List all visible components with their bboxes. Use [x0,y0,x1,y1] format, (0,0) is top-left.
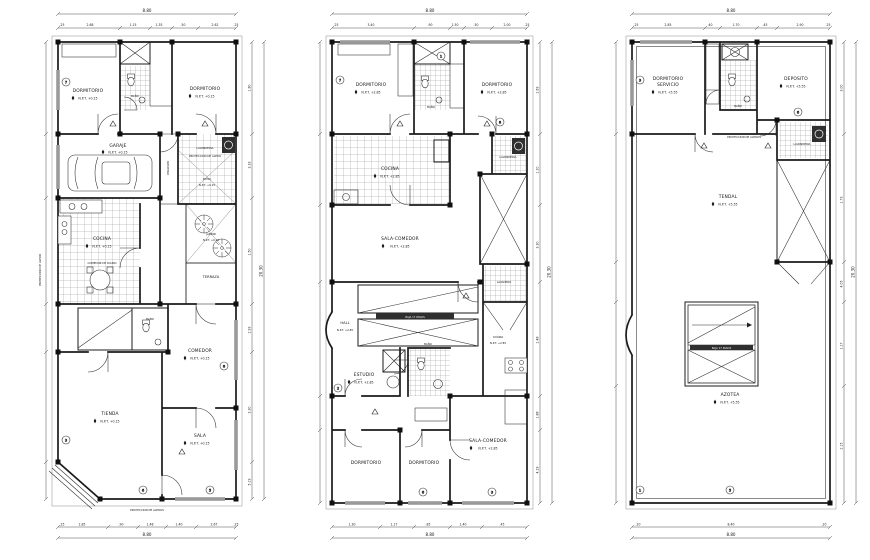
room-label-dormitorio-a: DORMITORIO [72,89,104,94]
toilet-icon [418,358,425,370]
dim-bottom-total: 8.80 [425,532,435,538]
dim-seg: 2.90 [796,23,804,28]
room-label-jardin: JARDIN [206,232,216,236]
room-label-sala-comedor2: SALA-COMEDOR [469,439,507,444]
window-band [630,60,634,106]
void-funnel [777,262,830,284]
grid-bubble: 1 [638,488,642,493]
dim-top-total: 8.80 [726,8,736,14]
dim-seg: 1.50 [451,23,459,28]
window-band [234,420,238,470]
room-label-terraza: TERRAZA [202,275,220,279]
dim-seg: .25 [233,23,239,28]
stair-note: BAJA 17 PASOS [405,315,425,319]
dim-seg: .25 [524,23,530,28]
stair-note: BAJA 17 PASOS [711,347,732,350]
door-tag-icon [765,143,771,148]
grid-bubble: 5 [728,488,732,493]
garage-door-band [56,145,60,189]
room-level: N.P.T. +2.85 [336,328,354,332]
room-level: N.P.T. +2.85 [487,90,507,95]
dim-seg: .20 [635,522,641,527]
grid-bubble: 3 [490,490,494,495]
counter [505,390,527,424]
door-tag-icon [397,121,403,126]
dim-seg: 1.50 [247,248,252,256]
room-label-garaje: GARAJE [109,144,127,149]
dim-seg: 1.70 [732,23,740,28]
dim-seg: 2.00 [503,23,511,28]
room-level: N.P.T. +0.15 [92,244,112,249]
dim-seg: 1.80 [247,84,252,92]
dim-seg: 1.17 [390,522,398,527]
room-level: N.P.T. +2.85 [354,380,374,385]
hatch-areas [334,42,527,421]
toilet-icon [422,76,429,88]
wall-cut [330,312,335,348]
dim-seg: 2.68 [86,23,94,28]
dim-seg: 3.00 [839,84,844,92]
room-label-patio: PATIO [203,177,211,181]
grid-bubble: 5 [208,488,212,493]
dim-seg: 1.40 [459,522,467,527]
room-label-servicio: SERVICIO [657,83,679,88]
floor-plan-second [318,8,554,540]
grid-bubble: 7 [338,78,342,83]
room-label-bano2: BAÑO [424,342,432,346]
door-tag-icon [179,449,185,454]
dim-seg: 3.30 [535,241,540,249]
dim-seg: 2.85 [664,23,672,28]
dim-seg: .25 [825,23,831,28]
window-band [340,40,390,44]
washer-icon [812,126,826,142]
stove-icon [505,358,527,373]
washer-icon [512,138,525,154]
room-label-bano: BAÑO [427,105,435,109]
room-label-lavanderia: LAVANDERIA [499,155,517,159]
room-label-cocina: COCINA [380,167,400,172]
room-level: N.P.T. +2.85 [478,446,498,451]
dim-seg: .25 [59,522,65,527]
toilet-icon [143,320,150,332]
grid-bubble: 6 [421,490,425,495]
dim-seg: 8.40 [727,522,735,527]
eaves-note: PROYECCION DE ALEROS [130,508,164,512]
dim-seg: .45 [499,522,505,527]
window-band [462,501,514,505]
room-label-pasadizo: PASADIZO [166,161,170,175]
door-tag-icon [701,143,707,148]
dim-seg: 1.73 [839,196,844,204]
grid-bubble: 2 [336,386,340,391]
room-label-comedor-diario: COMEDOR DE DIARIO [87,261,117,265]
dim-seg: 2.48 [535,336,540,344]
eave-note: PROYECCION DE ALERO [189,154,221,158]
dim-seg: 1.30 [348,522,356,527]
room-label-cocina2: COCINA [492,335,504,339]
room-label-bano2: BAÑO [146,317,154,321]
washer-icon [222,137,235,153]
side-note: PROYECCION DE ALERO [38,254,42,286]
grid-bubble: 6 [141,488,145,493]
dim-seg: 2.62 [211,23,219,28]
room-label-comedor: COMEDOR [187,349,213,354]
window-band [470,40,520,44]
dim-seg: 1.15 [129,23,137,28]
dim-seg: 1.88 [535,411,540,419]
room-level: N.P.T. +0.15 [202,238,220,242]
floor-plan-roof [614,8,858,540]
room-level: N.P.T. +5.55 [786,84,806,89]
room-level: N.P.T. +2.85 [361,90,381,95]
grid-bubbles [334,52,507,496]
dim-seg: 2.63 [535,86,540,94]
grid-bubble: 7 [64,80,68,85]
dim-seg: 1.17 [839,342,844,350]
room-label-cocina: COCINA [92,237,112,242]
door-tag-icon [202,121,208,126]
dim-bottom-total: 8.80 [726,532,736,538]
dim-bottom-total: 8.80 [142,532,152,538]
door-tag-icon [372,409,378,414]
room-level: N.P.T. +0.15 [198,183,216,187]
dim-seg: .90 [427,23,433,28]
window-band [345,501,385,505]
room-label-deposito: DEPOSITO [784,77,808,82]
room-label-dormitorio-c: DORMITORIO [350,461,382,466]
dim-seg: 1.85 [78,522,86,527]
room-level: N.P.T. +0.15 [190,356,210,361]
room-level: N.P.T. +5.55 [658,90,678,95]
toilet-icon [729,74,736,86]
room-label-lavadero: LAVADERO [496,280,512,284]
dim-seg: 2.67 [210,522,218,527]
door-tag-icon [110,121,116,126]
room-label-bano: BAÑO [734,104,742,108]
dim-right-total: 20.30 [850,266,856,278]
room-label-dormitorio-a: DORMITORIO [355,83,387,88]
dim-seg: 5.19 [247,478,252,486]
grid-bubble: 3 [64,438,68,443]
wall-cut [630,315,635,355]
dim-seg: 3.30 [247,406,252,414]
dim-seg: 4.05 [839,280,844,288]
room-label-estudio: ESTUDIO [353,373,375,378]
room-label-sala-comedor: SALA-COMEDOR [381,237,419,242]
dim-seg: 4.29 [535,466,540,474]
grid-bubble: 8 [222,364,226,369]
room-label-sala: SALA [193,434,207,439]
room-level: N.P.T. +0.15 [190,441,210,446]
grid-bubble: 8 [498,120,502,125]
toilet-icon [128,74,135,86]
dim-seg: .25 [633,23,639,28]
dim-seg: 1.20 [535,166,540,174]
room-label-lavanderia: LAVANDERIA [196,146,214,150]
dim-right-total: 20.30 [546,266,552,278]
tree-icon [195,215,213,233]
dim-top-total: 8.80 [425,8,435,14]
room-level: N.P.T. +0.15 [108,150,128,155]
room-label-tienda: TIENDA [101,412,119,417]
window-band [234,320,238,380]
thin-walls [483,302,527,330]
room-level: N.P.T. +0.15 [100,419,120,424]
sink-icon [155,339,161,345]
dim-seg: .25 [233,522,239,527]
dim-seg: 2.15 [839,442,844,450]
dim-right-total: 20.30 [258,265,264,277]
grid-bubble: 1 [439,54,443,59]
dim-seg: .40 [707,23,713,28]
dim-seg: 1.40 [175,522,183,527]
dim-seg: 2.93 [247,326,252,334]
dim-top-total: 8.80 [142,8,152,14]
room-label-azotea: AZOTEA [720,393,740,398]
room-level: N.P.T. +2.85 [390,244,410,249]
dim-seg: .90 [118,522,124,527]
room-level: N.P.T. +5.55 [720,400,740,405]
room-label-dormitorio-b: DORMITORIO [481,83,513,88]
dim-seg: .25 [333,23,339,28]
car-icon [68,155,152,191]
grid-bubble: 3 [638,78,642,83]
room-level: N.P.T. +2.85 [380,174,400,179]
room-label-dormitorio-servicio: DORMITORIO [652,77,684,82]
dim-seg: 1.35 [155,23,163,28]
window-band [640,40,692,44]
grid-bubble: 6 [796,110,800,115]
room-label-dormitorio-d: DORMITORIO [408,461,440,466]
room-level: N.P.T. +2.85 [489,341,507,345]
window-band [175,497,225,501]
dim-seg: 3.40 [367,23,375,28]
dim-seg: .85 [425,522,431,527]
dim-seg: .50 [473,23,479,28]
dim-seg: 1.48 [146,522,154,527]
room-label-dormitorio-b: DORMITORIO [189,87,221,92]
room-label-hall: HALL [340,321,350,325]
window-band [56,70,60,110]
room-label-bano: BAÑO [131,94,139,98]
dim-seg: .50 [180,23,186,28]
door-tag-icon [463,293,469,298]
window-band [408,501,442,505]
floor-plan-first [38,8,266,540]
door-tag-icon [484,121,490,126]
room-label-tendal: TENDAL [718,195,738,200]
room-level: N.P.T. +0.15 [78,96,98,101]
room-level: N.P.T. +0.15 [195,94,215,99]
basin-icon [387,376,399,388]
dim-seg: 3.33 [247,161,252,169]
dim-seg: .25 [59,23,65,28]
room-label-lavanderia: LAVANDERIA [793,142,811,146]
dim-seg: .20 [821,522,827,527]
room-level: N.P.T. +5.55 [718,202,738,207]
entry-steps [49,465,98,509]
dim-seg: .45 [762,23,768,28]
eaves-note: PROYECCION DE ALEROS [727,135,761,139]
